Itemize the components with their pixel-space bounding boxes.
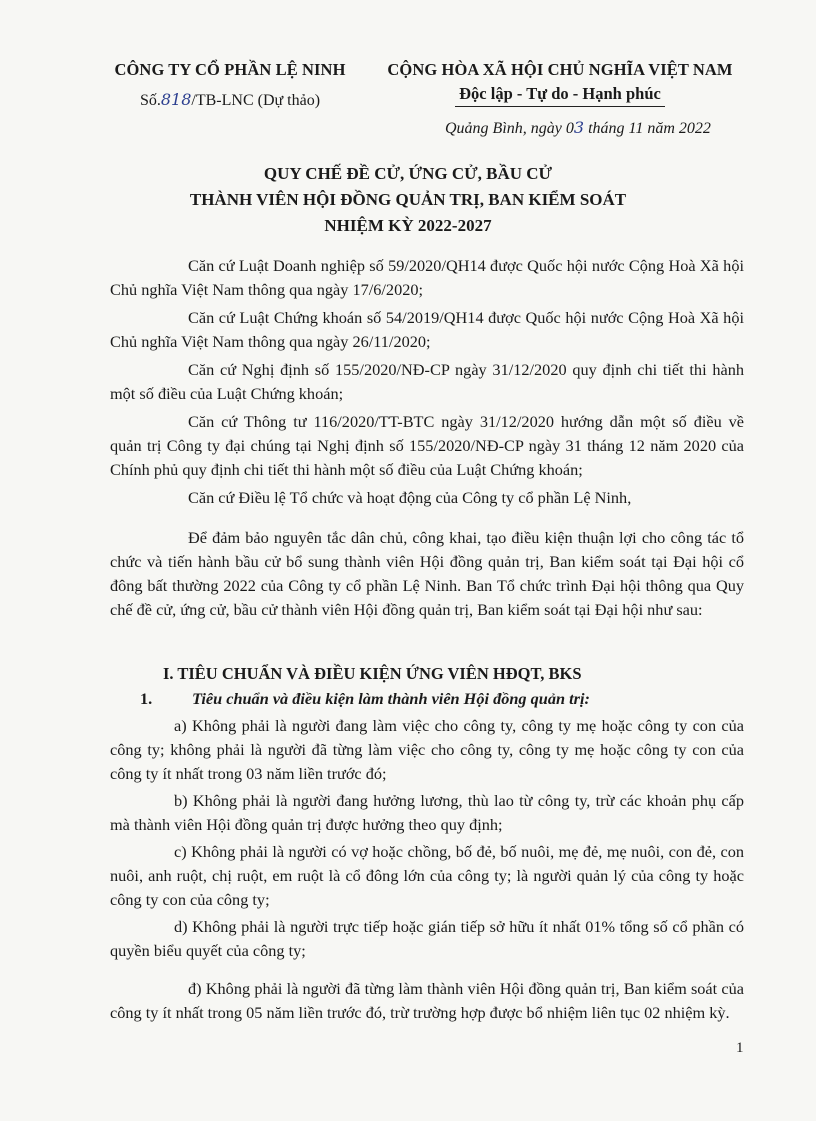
title-line-2: THÀNH VIÊN HỘI ĐỒNG QUẢN TRỊ, BAN KIỂM SOÁT xyxy=(189,190,627,209)
criteria-item-d: d) Không phải là người trực tiếp hoặc gián tiếp sở hữu ít nhất 01% tổng số cổ phần có quyền biểu quyết của công ty; xyxy=(110,917,744,960)
date-prefix: Quảng Bình, ngày 0 xyxy=(445,120,574,137)
criteria-list xyxy=(110,714,744,1028)
legal-basis-5: Căn cứ Điều lệ Tổ chức và hoạt động của Công ty cổ phần Lệ Ninh, xyxy=(188,488,632,507)
subsection-heading xyxy=(140,689,590,709)
criteria-item-a: a) Không phải là người đang làm việc cho công ty, công ty mẹ hoặc công ty con của công ty; không phải là người đã từng làm việc cho công ty, công ty mẹ hoặc công ty con của công ty ít nhất trong 03 năm liền trước đó; xyxy=(110,716,744,783)
criteria-item-b: b) Không phải là người đang hưởng lương, thù lao từ công ty, trừ các khoản phụ cấp mà thành viên Hội đồng quản trị được hưởng theo quy định; xyxy=(110,791,744,834)
subsection-title: Tiêu chuẩn và điều kiện làm thành viên Hội đồng quản trị: xyxy=(192,689,590,708)
document-date xyxy=(445,118,711,138)
header-right xyxy=(380,60,740,107)
date-suffix: tháng 11 năm 2022 xyxy=(584,120,711,137)
document-body xyxy=(110,254,744,626)
title-line-1: QUY CHẾ ĐỀ CỬ, ỨNG CỬ, BẦU CỬ xyxy=(263,164,553,183)
section-heading: I. TIÊU CHUẨN VÀ ĐIỀU KIỆN ỨNG VIÊN HĐQT, BKS xyxy=(163,664,582,683)
legal-basis-2: Căn cứ Luật Chứng khoán số 54/2019/QH14 được Quốc hội nước Cộng Hoà Xã hội Chủ nghĩa Việt Nam thông qua ngày 26/11/2020; xyxy=(110,308,744,351)
document-number xyxy=(110,90,350,110)
motto-underline xyxy=(455,106,665,107)
header-left xyxy=(110,60,350,110)
subsection-number: 1. xyxy=(140,689,153,708)
doc-number-prefix: Số. xyxy=(139,92,161,109)
page-number: 1 xyxy=(736,1040,744,1056)
legal-basis-3: Căn cứ Nghị định số 155/2020/NĐ-CP ngày 31/12/2020 quy định chi tiết thi hành một số điều của Luật Chứng khoán; xyxy=(110,360,744,403)
company-name: CÔNG TY CỔ PHẦN LỆ NINH xyxy=(114,60,346,79)
legal-basis-4: Căn cứ Thông tư 116/2020/TT-BTC ngày 31/12/2020 hướng dẫn một số điều về quản trị Công ty đại chúng tại Nghị định số 155/2020/NĐ-CP ngày 31 tháng 12 năm 2020 của Chính phủ quy định chi tiết thi hành một số điều của Luật Chứng khoán; xyxy=(110,412,744,479)
republic-name: CỘNG HÒA XÃ HỘI CHỦ NGHĨA VIỆT NAM xyxy=(387,60,733,79)
document-title xyxy=(80,161,736,239)
legal-basis-1: Căn cứ Luật Doanh nghiệp số 59/2020/QH14 được Quốc hội nước Cộng Hoà Xã hội Chủ nghĩa Việt Nam thông qua ngày 17/6/2020; xyxy=(110,256,744,299)
title-line-3: NHIỆM KỲ 2022-2027 xyxy=(324,216,492,235)
criteria-item-c: c) Không phải là người có vợ hoặc chồng, bố đẻ, bố nuôi, mẹ đẻ, mẹ nuôi, con đẻ, con nuôi, anh ruột, chị ruột, em ruột là cổ đông lớn của công ty; là người quản lý của công ty hoặc công ty con của công ty; xyxy=(110,842,744,909)
date-handwritten: 3 xyxy=(573,118,585,137)
national-motto: Độc lập - Tự do - Hạnh phúc xyxy=(459,84,661,103)
doc-number-handwritten: 818 xyxy=(160,90,192,109)
intro-paragraph: Để đảm bảo nguyên tắc dân chủ, công khai, tạo điều kiện thuận lợi cho công tác tổ chức và tiến hành bầu cử bổ sung thành viên Hội đồng quản trị, Ban kiểm soát tại Đại hội cổ đông bất thường 2022 của Công ty cổ phần Lệ Ninh. Ban Tổ chức trình Đại hội thông qua Quy chế đề cử, ứng cử, bầu cử thành viên Hội đồng quản trị, Ban kiểm soát tại Đại hội như sau: xyxy=(110,528,744,619)
doc-number-suffix: /TB-LNC (Dự thảo) xyxy=(191,92,321,109)
criteria-item-dd: đ) Không phải là người đã từng làm thành viên Hội đồng quản trị, Ban kiểm soát của công ty ít nhất trong 05 năm liền trước đó, trừ trường hợp được bổ nhiệm liên tục 02 nhiệm kỳ. xyxy=(110,979,744,1022)
